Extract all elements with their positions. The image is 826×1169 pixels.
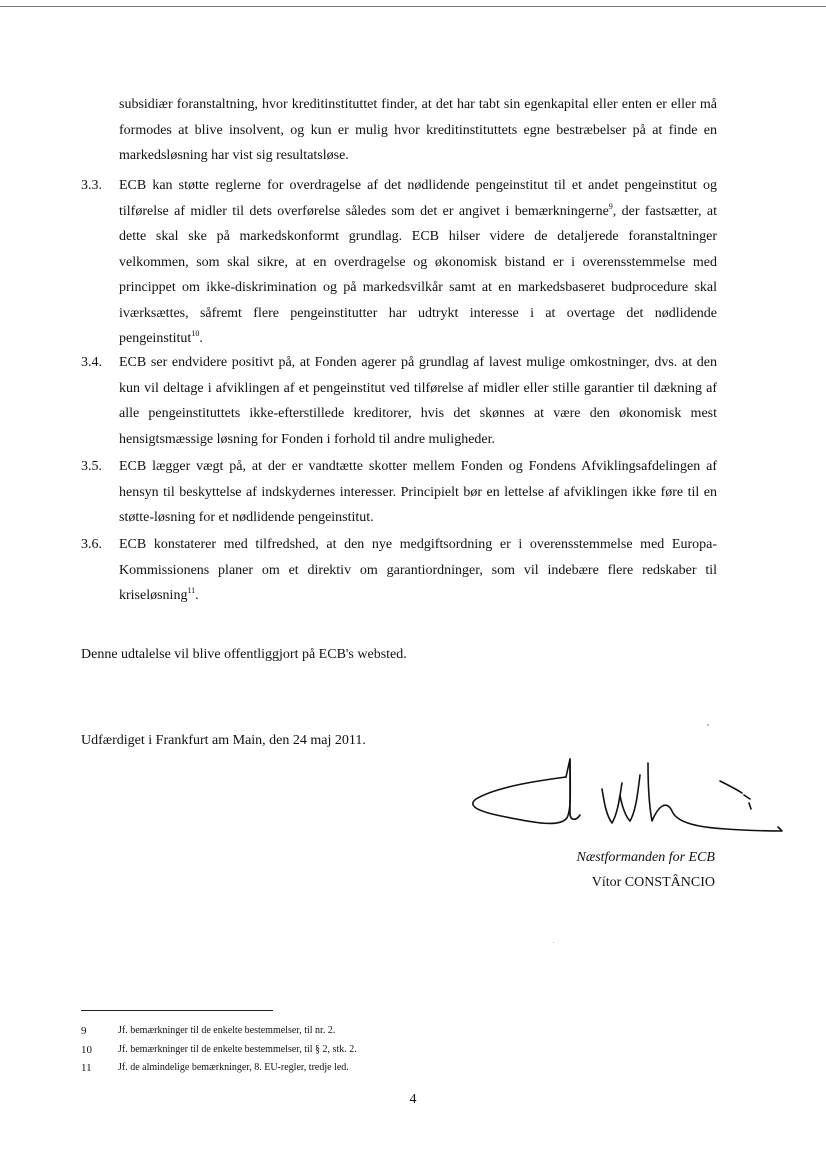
footnote-number: 9: [81, 1025, 87, 1037]
footnote-separator: [81, 1010, 273, 1011]
footnote-ref-11: 11: [187, 586, 196, 595]
signature-block: [577, 845, 715, 895]
footnote-number: 10: [81, 1044, 92, 1056]
paragraph-continuation: subsidiær foranstaltning, hvor kreditinstituttet finder, at det har tabt sin egenkapital eller enten er eller må formodes at blive insolvent, og kun er mulig hvor kreditinstituttets egne bestræbelser på at finde en markedsløsning har vist sig resultatsløse.: [119, 97, 717, 163]
scan-speck: [553, 942, 554, 943]
footnote-text: Jf. bemærkninger til de enkelte bestemmelser, til § 2, stk. 2.: [118, 1044, 357, 1055]
footnote-ref-9: 9: [608, 201, 613, 211]
signatory-title: Næstformanden for ECB: [576, 850, 715, 865]
page-top-rule: [0, 6, 826, 7]
paragraph-number-3-6: 3.6.: [81, 537, 102, 552]
footnote-text: Jf. bemærkninger til de enkelte bestemmelser, til nr. 2.: [118, 1025, 336, 1036]
paragraph-3-5: ECB lægger vægt på, at der er vandtætte skotter mellem Fonden og Fondens Afviklingsafdelingen af hensyn til beskyttelse af indskydernes interesser. Principielt bør en lettelse af afviklingen ikke føre til en støtte-løsning for et nødlidende pengeinstitut.: [119, 459, 717, 525]
paragraph-3-6: [119, 532, 717, 609]
footnote-number: 11: [81, 1062, 92, 1074]
footnote-text: Jf. de almindelige bemærkninger, 8. EU-regler, tredje led.: [118, 1062, 349, 1073]
handwritten-signature: [466, 755, 786, 845]
footnote-ref-10: 10: [191, 329, 200, 338]
publication-note: Denne udtalelse vil blive offentliggjort på ECB's websted.: [81, 647, 407, 662]
paragraph-3-6-text-a: ECB konstaterer med tilfredshed, at den nye medgiftsordning er i overensstemmelse med Europa-Kommissionens planer om et direktiv om garantiordninger, som vil indebære flere redskaber til kriseløsning: [119, 537, 717, 603]
signatory-name: Vítor CONSTÂNCIO: [591, 875, 715, 890]
paragraph-number-3-5: 3.5.: [81, 459, 102, 474]
paragraph-3-3-text-b: , der fastsætter, at dette skal ske på markedskonformt grundlag. ECB hilser videre de detaljerede foranstaltninger velkommen, som skal sikre, at en overdragelse og økonomisk bistand er i overensstemmelse med princippet om ikke-diskrimination og på markedsvilkår samt at en markedsbaseret budprocedure skal iværksættes, såfremt flere pengeinstitutter har udtrykt interesse i at overtage det nødlidende pengeinstitut: [119, 203, 717, 346]
page-number: 4: [409, 1092, 417, 1107]
paragraph-number-3-4: 3.4.: [81, 355, 102, 370]
scan-speck: [707, 724, 709, 726]
paragraph-3-3: [119, 173, 717, 352]
paragraph-3-6-text-b: .: [195, 588, 199, 603]
place-date: Udfærdiget i Frankfurt am Main, den 24 maj 2011.: [81, 733, 366, 748]
paragraph-3-3-text-c: .: [199, 331, 203, 346]
paragraph-3-3-text-a: ECB kan støtte reglerne for overdragelse af det nødlidende pengeinstitut til et andet pengeinstitut og tilførelse af midler til dets overførelse således som det er angivet i bemærkningerne: [119, 178, 717, 219]
paragraph-number-3-3: 3.3.: [81, 178, 102, 193]
paragraph-3-4: ECB ser endvidere positivt på, at Fonden agerer på grundlag af lavest mulige omkostninger, dvs. at den kun vil deltage i afviklingen af et pengeinstitut ved tilførelse af midler eller stille garantier til dækning af alle pengeinstituttets ikke-efterstillede kreditorer, hvis det skønnes at være den økonomisk mest hensigtsmæssige løsning for Fonden i forhold til andre muligheder.: [119, 355, 717, 447]
